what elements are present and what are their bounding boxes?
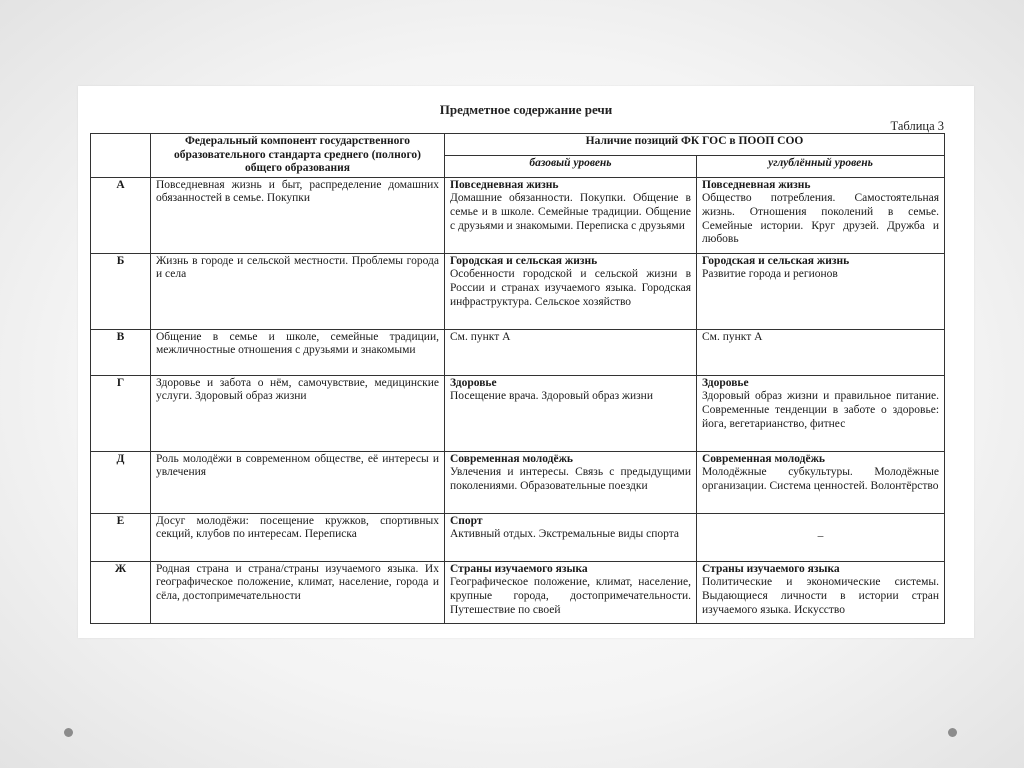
table-label: Таблица 3 xyxy=(890,119,944,133)
basic-cell-heading: Городская и сельская жизнь xyxy=(450,254,598,267)
basic-cell xyxy=(445,375,697,451)
advanced-cell-heading: Современная молодёжь xyxy=(702,452,826,465)
basic-cell-heading: Здоровье xyxy=(450,376,497,389)
row-letter: Д xyxy=(91,451,151,513)
basic-cell: См. пункт А xyxy=(445,329,697,375)
slide-nav-dot-left xyxy=(64,728,73,737)
advanced-cell-text: Молодёжные субкультуры. Молодёжные организации. Система ценностей. Волонтёрство xyxy=(702,466,940,492)
basic-cell-text: Домашние обязанности. Покупки. Общение в семье и в школе. Семейные традиции. Общение с друзьями и знакомыми. Переписка с друзьями xyxy=(450,192,691,232)
basic-cell-heading: Страны изучаемого языка xyxy=(450,562,588,575)
table-row xyxy=(91,177,945,253)
header-advanced-level: углублённый уровень xyxy=(697,155,945,177)
basic-cell-heading: Повседневная жизнь xyxy=(450,178,559,191)
table-row xyxy=(91,375,945,451)
federal-cell: Жизнь в городе и сельской местности. Проблемы города и села xyxy=(151,253,445,329)
advanced-cell-text: Политические и экономические системы. Выдающиеся личности в истории стран изучаемого языка. Искусство xyxy=(702,576,940,616)
advanced-cell-text: Развитие города и регионов xyxy=(702,268,838,281)
header-empty-cell xyxy=(91,134,151,178)
federal-cell: Родная страна и страна/страны изучаемого языка. Их географическое положение, климат, население, города и сёла, достопримечательности xyxy=(151,561,445,623)
advanced-cell-heading: Городская и сельская жизнь xyxy=(702,254,850,267)
basic-cell-text: Активный отдых. Экстремальные виды спорта xyxy=(450,528,679,541)
advanced-cell: См. пункт А xyxy=(697,329,945,375)
advanced-cell xyxy=(697,177,945,253)
advanced-cell-heading: Страны изучаемого языка xyxy=(702,562,840,575)
advanced-cell xyxy=(697,375,945,451)
document-title: Предметное содержание речи xyxy=(439,102,613,117)
basic-cell-text: Увлечения и интересы. Связь с предыдущими поколениями. Образовательные поездки xyxy=(450,466,691,492)
slide-nav-dot-right xyxy=(948,728,957,737)
row-letter: Г xyxy=(91,375,151,451)
advanced-cell-text: Здоровый образ жизни и правильное питание. Современные тенденции в заботе о здоровье: йога, вегетарианство, фитнес xyxy=(702,390,940,430)
basic-cell xyxy=(445,177,697,253)
advanced-cell xyxy=(697,253,945,329)
basic-cell-text: Особенности городской и сельской жизни в России и странах изучаемого языка. Городская инфраструктура. Сельское хозяйство xyxy=(450,268,691,308)
federal-cell: Роль молодёжи в современном обществе, её интересы и увлечения xyxy=(151,451,445,513)
row-letter: Б xyxy=(91,253,151,329)
header-basic-level: базовый уровень xyxy=(445,155,697,177)
advanced-cell-heading: Здоровье xyxy=(702,376,749,389)
basic-cell-heading: Современная молодёжь xyxy=(450,452,574,465)
header-federal: Федеральный компонент государственного образовательного стандарта среднего (полного) общего образования xyxy=(151,134,445,178)
row-letter: Е xyxy=(91,513,151,561)
table-header-row xyxy=(91,134,945,156)
federal-cell: Досуг молодёжи: посещение кружков, спортивных секций, клубов по интересам. Переписка xyxy=(151,513,445,561)
advanced-cell-heading: Повседневная жизнь xyxy=(702,178,811,191)
federal-cell: Общение в семье и школе, семейные традиции, межличностные отношения с друзьями и знакомыми xyxy=(151,329,445,375)
document-image xyxy=(78,86,974,638)
advanced-cell xyxy=(697,561,945,623)
advanced-cell-text: Общество потребления. Самостоятельная жизнь. Отношения поколений в семье. Семейные истории. Круг друзей. Дружба и любовь xyxy=(702,192,940,246)
table-row xyxy=(91,329,945,375)
federal-cell: Здоровье и забота о нём, самочувствие, медицинские услуги. Здоровый образ жизни xyxy=(151,375,445,451)
advanced-cell: – xyxy=(697,513,945,561)
row-letter: Ж xyxy=(91,561,151,623)
content-table xyxy=(90,133,945,624)
basic-cell-text: Посещение врача. Здоровый образ жизни xyxy=(450,390,653,403)
basic-cell xyxy=(445,513,697,561)
row-letter: В xyxy=(91,329,151,375)
federal-cell: Повседневная жизнь и быт, распределение домашних обязанностей в семье. Покупки xyxy=(151,177,445,253)
basic-cell-heading: Спорт xyxy=(450,514,483,527)
table-row xyxy=(91,451,945,513)
row-letter: А xyxy=(91,177,151,253)
basic-cell xyxy=(445,253,697,329)
table-row xyxy=(91,253,945,329)
basic-cell xyxy=(445,451,697,513)
table-row xyxy=(91,513,945,561)
table-row xyxy=(91,561,945,623)
basic-cell-text: Географическое положение, климат, население, крупные города, достопримечательности. Путешествие по своей xyxy=(450,576,691,616)
basic-cell xyxy=(445,561,697,623)
advanced-cell xyxy=(697,451,945,513)
header-presence: Наличие позиций ФК ГОС в ПООП СОО xyxy=(445,134,945,156)
